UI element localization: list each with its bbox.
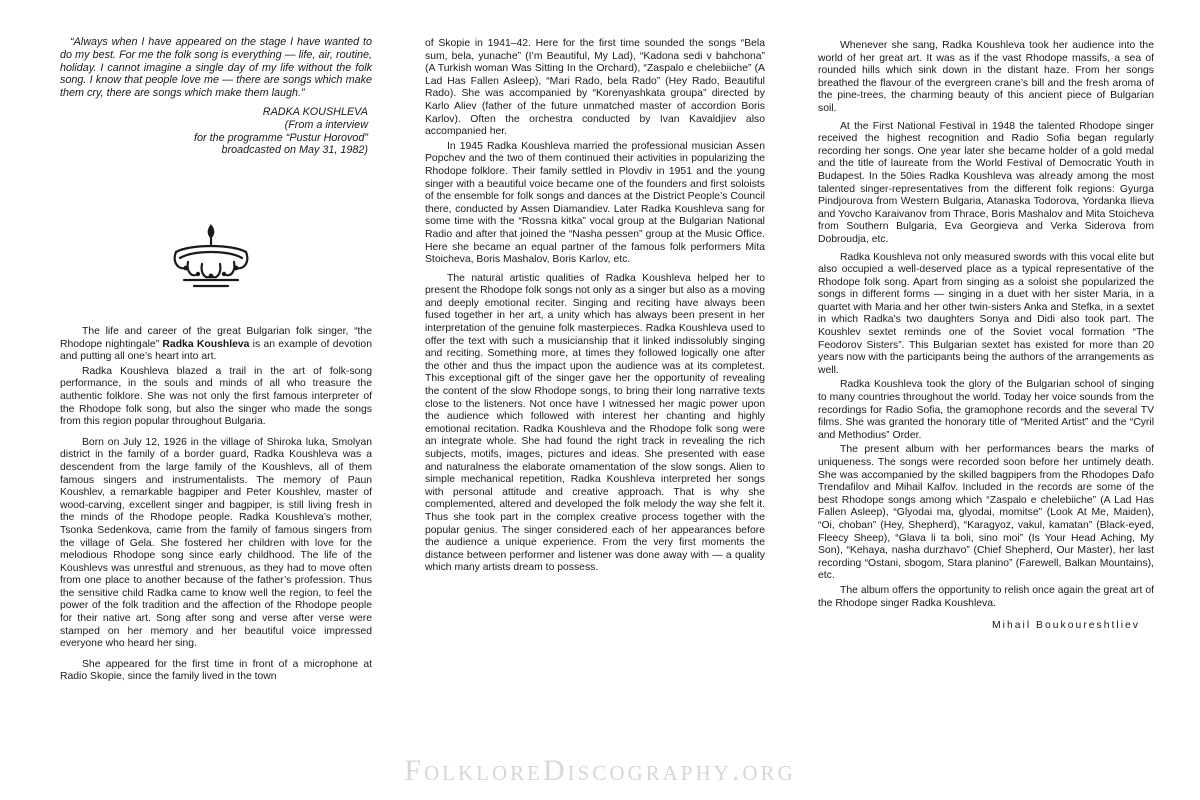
paragraph: In 1945 Radka Koushleva married the professional musician Assen Popchev and the two of them continued their activities in popularizing the Rhodope folklore. Their family settled in Plovdiv in 1951 and the young singer with a beautiful voice became one of the founders and first soloists of the ensemble for folk songs and dances at the District People’s Council there, conducted by Assen Diamandiev. Later Radka Koushleva sang for some time with the “Rossna kitka” vocal group at the Bulgarian National Radio and after that joined the “Nasha pessen” group at the Music Office. Here she became an equal partner of the famous folk performers Mita Stoicheva, Boris Mashalov, Boris Karlov, etc. — [425, 140, 765, 266]
folk-ornament-icon — [170, 222, 252, 292]
quote-source-line-2: for the programme “Pustur Horovod” — [193, 131, 368, 144]
paragraph: She appeared for the first time in front of a microphone at Radio Skopie, since the family lived in the town — [60, 658, 372, 683]
quote-author: RADKA KOUSHLEVA — [262, 105, 368, 118]
text-span: is an example of devotion and putting all one’s heart into art. — [60, 338, 372, 363]
watermark: FolkloreDiscography.org — [404, 754, 796, 787]
paragraph: Radka Koushleva took the glory of the Bulgarian school of singing to many countries throughout the world. Today her voice sounds from the recordings for Radio Sofia, the gramophone records and the several TV films. She was granted the honorary title of “Merited Artist” and the “Cyril and Methodius” Order. — [818, 379, 1154, 441]
paragraph — [60, 326, 372, 364]
paragraph: Whenever she sang, Radka Koushleva took her audience into the world of her great art. It was as if the vast Rhodope massifs, a sea of rounded hills which sink down in the distant haze. From her songs breathed the flavour of the evergreen crane’s bill and the fresh aroma of the pine-trees, the charming beauty of this ancient piece of Bulgarian soil. — [818, 40, 1154, 114]
singer-name-bold: Radka Koushleva — [162, 338, 250, 350]
text-span: The life and career of the great Bulgarian folk singer, “the Rhodope nightingale” — [60, 326, 372, 350]
author-signature: Mihail Boukoureshtliev — [992, 620, 1140, 632]
paragraph: Radka Koushleva blazed a trail in the art of folk-song performance, in the souls and minds of all who treasure the authentic folklore. She was not only the first famous interpreter of the Rhodope folk song, but also the singer who made the songs from this region popular throughout Bulgaria. — [60, 365, 372, 428]
quote-attribution — [60, 106, 372, 157]
paragraph: Radka Koushleva not only measured swords with this vocal elite but also occupied a well-deserved place as a typical representative of the Rhodope folk song. Apart from singing as a soloist she popularized the songs in different forms — singing in a duet with her sister Maria, in a quartet with Maria and her other twin-sisters Anka and Stefka, in a sextet in which Radka’s two daughters Sonya and Didi also took part. The Koushlev sextet reminds one of the Soviet vocal formation “The Feodorov Sisters”. This Bulgarian sextet has existed for more than 20 years now with the participants being the authors of the arrangements as well. — [818, 251, 1154, 376]
column-3 — [818, 40, 1154, 633]
quote-source-line-3: broadcasted on May 31, 1982) — [221, 144, 368, 157]
column-1-body — [60, 326, 372, 684]
paragraph: Born on July 12, 1926 in the village of Shiroka luka, Smolyan district in the family of a border guard, Radka Koushleva was a descendent from the large family of the Koushlevs, all of them famous singers and instrumentalists. The memory of Paun Koushlev, a remarkable bagpiper and Peter Koushlev, master of wood-carving, excellent singer and bagpiper, is still living fresh in the minds of the Rhodope people. Radka Koushleva’s mother, Tsonka Sedenkova, came from the family of famous singers from the village of Gela. She fostered her children with love for the melodious Rhodope song since early childhood. The life of the Koushlevs was unrestful and strenuous, as they had to move often from one place to another because of the father’s profession. Thus the sensitive child Radka came to know well the region, to feel the power of the folk tradition and the affection of the Rhodope people for their native art. Song after song and verse after verse were stamped on her memory and her beautiful voice impressed everyone who heard her sing. — [60, 436, 372, 650]
paragraph: of Skopie in 1941–42. Here for the first time sounded the songs “Bela sum, bela, yunache” (I’m Beautiful, My Lad), “Kadona sedi v bahchona” (A Turkish woman Was Sitting In the Orchard), “Zaspalo e chelebiiche” (A Lad Has Fallen Asleep), “Mari Rado, bela Rado” (Hey Rado, Beautiful Rado). She was accompanied by “Korenyashkata groupa” directed by Karlo Aliev (father of the future unmatched master of accordion Boris Karlov). Often the orchestra conducted by Ivan Kavaldjiev also accompanied her. — [425, 38, 765, 138]
paragraph: At the First National Festival in 1948 the talented Rhodope singer received the highest recognition and Radio Sofia began regularly recording her songs. One year later she became holder of a gold medal and the title of laureate from the World Festival of Democratic Youth in Budapest. In the 50ies Radka Koushleva was already among the most talented singer-representatives from the different folk regions: Gyurga Pindjourova from Western Bulgaria, Atanaska Todorova, Yordanka Ilieva and Yovcho Karaivanov from Thrace, Boris Mashalov and Mita Stoicheva from Southern Bulgaria, Eva Georgieva and Verka Siderova from Dobroudja, etc. — [818, 120, 1154, 245]
column-1-quote — [60, 36, 372, 157]
quote-source-line-1: (From a interview — [284, 118, 368, 131]
paragraph: The natural artistic qualities of Radka Koushleva helped her to present the Rhodope folk songs not only as a singer but also as a moving and deeply emotional reciter. Singing and reciting have always been fused together in her art, a unity which has always been present in her interpretation of the genuine folk masterpieces. Radka Koushleva used to offer the text with such a musicianship that it linked indissolubly singing and reciting. Something more, at times they followed logically one after the other and thus the impact upon the audience was at its completest. This exceptional gift of the singer gave her the opportunity of revealing the content of the slow Rhodope songs, to bring their long narrative texts close to the listeners. Not once have I witnessed her magic power upon the audience which followed with interest her chanting and highly emotional recitation. Radka Koushleva and the Rhodope folk song were an integrate whole. She had found the right track in revealing the rich subjects, motifs, images, pictures and ideas. She presented with ease and naturalness the elaborate ornamentation of the slow songs. Alien to simple mechanical repetition, Radka Koushleva interpreted her songs with personal attitude and creative approach. That is why she complemented, altered and developed the folk melody the way she felt it. Thus she took part in the complex creative process together with the popular genius. The singer considered each of her appearances before the audience a unique experience. From the very first moments the distance between performer and listener was done away with — a quality which many artists dream to possess. — [425, 272, 765, 574]
column-2 — [425, 38, 765, 575]
paragraph: The present album with her performances bears the marks of uniqueness. The songs were recorded soon before her untimely death. She was accompanied by the skilled bagpipers from the Rhodopes Dafo Trendafilov and Mihail Kalfov. Included in the records are some of the best Rhodope songs among which “Zaspalo e chelebiiche” (A Lad Has Fallen Asleep), “Glyodai ma, glyodai, momitse” (Look At Me, Maiden), “Oi, choban” (Hey, Shepherd), “Karagyoz, vakul, kamatan” (Black-eyed, Fleecy Sheep), “Glava li ta boli, sino moi” (Is Your Head Aching, My Son), “Kehaya, nasha durzhavo” (Chief Shepherd, Our Master), her last recording “Ostani, sbogom, Stara planino” (Farewell, Balkan Mountains), etc. — [818, 444, 1154, 582]
paragraph: The album offers the opportunity to relish once again the great art of the Rhodope singer Radka Koushleva. — [818, 584, 1154, 609]
opening-quote: “Always when I have appeared on the stage I have wanted to do my best. For me the folk song is everything — life, air, routine, holiday. I cannot imagine a single day of my life without the folk song. I know that people love me — there are songs which make them cry, there are songs which make them laugh.” — [60, 36, 372, 100]
